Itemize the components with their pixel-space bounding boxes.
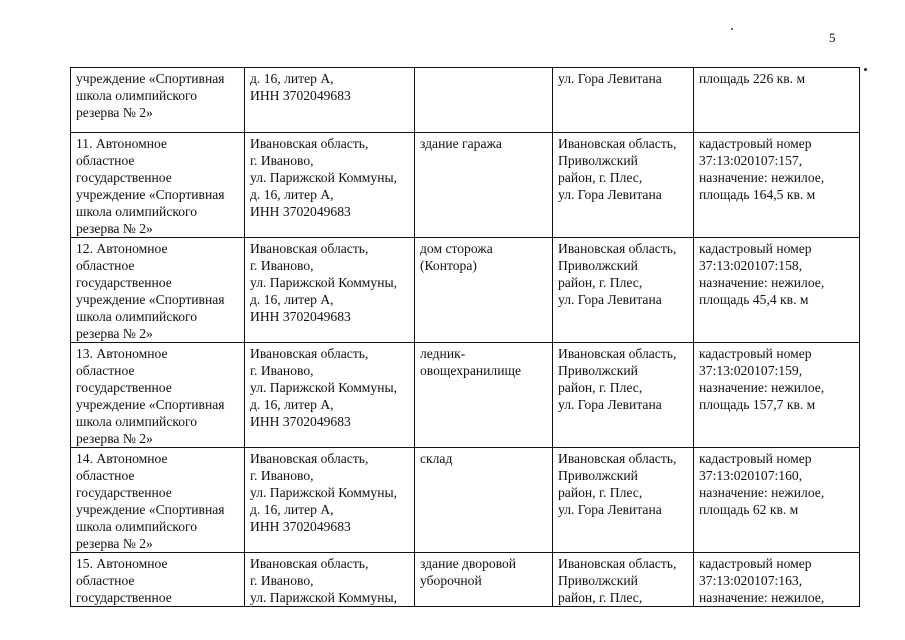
owner-address-cell xyxy=(245,343,415,448)
cell-line: резерва № 2» xyxy=(76,105,153,120)
cell-line: 37:13:020107:157, xyxy=(699,153,803,168)
cell-line: г. Иваново, xyxy=(250,363,314,378)
cell-line: Ивановская область, xyxy=(250,451,369,466)
cell-line: ул. Гора Левитана xyxy=(558,397,662,412)
cell-line: Ивановская область, xyxy=(558,556,677,571)
owner-cell xyxy=(71,448,245,553)
object-address-cell xyxy=(553,133,694,238)
cell-line: областное xyxy=(76,258,135,273)
cell-line: район, г. Плес, xyxy=(558,590,643,605)
owner-cell xyxy=(71,553,245,607)
cell-line: ИНН 3702049683 xyxy=(250,414,351,429)
table-row xyxy=(71,553,860,607)
cell-line: Ивановская область, xyxy=(250,241,369,256)
cell-line: областное xyxy=(76,153,135,168)
table-row xyxy=(71,343,860,448)
cell-line: государственное xyxy=(76,590,172,605)
cell-line: областное xyxy=(76,363,135,378)
cell-line: ул. Гора Левитана xyxy=(558,502,662,517)
cell-line: школа олимпийского xyxy=(76,88,198,103)
cell-line: школа олимпийского xyxy=(76,519,198,534)
cell-line: Приволжский xyxy=(558,258,638,273)
owner-address-cell xyxy=(245,238,415,343)
cell-line: учреждение «Спортивная xyxy=(76,397,225,412)
cell-line: назначение: нежилое, xyxy=(699,590,825,605)
scan-speck xyxy=(731,28,733,30)
cell-line: г. Иваново, xyxy=(250,153,314,168)
cell-line: уборочной xyxy=(420,573,482,588)
object-name-cell xyxy=(415,553,553,607)
cell-line: площадь 62 кв. м xyxy=(699,502,799,517)
cell-line: ул. Парижской Коммуны, xyxy=(250,590,398,605)
cell-line: г. Иваново, xyxy=(250,468,314,483)
cell-line: ул. Гора Левитана xyxy=(558,187,662,202)
cell-line: Приволжский xyxy=(558,363,638,378)
cell-line: 37:13:020107:158, xyxy=(699,258,803,273)
cell-line: Ивановская область, xyxy=(558,136,677,151)
owner-cell xyxy=(71,238,245,343)
table-row xyxy=(71,133,860,238)
cell-line: резерва № 2» xyxy=(76,326,153,341)
cell-line: Ивановская область, xyxy=(558,241,677,256)
cell-line: Приволжский xyxy=(558,573,638,588)
table-row xyxy=(71,68,860,133)
cell-line: ИНН 3702049683 xyxy=(250,204,351,219)
owner-address-cell xyxy=(245,553,415,607)
cell-line: ИНН 3702049683 xyxy=(250,519,351,534)
cell-line: д. 16, литер А, xyxy=(250,397,334,412)
property-table xyxy=(70,67,860,607)
cell-line: назначение: нежилое, xyxy=(699,485,825,500)
cell-line: государственное xyxy=(76,485,172,500)
cell-line: район, г. Плес, xyxy=(558,170,643,185)
cell-line: 37:13:020107:163, xyxy=(699,573,803,588)
cell-line: школа олимпийского xyxy=(76,204,198,219)
cell-line: кадастровый номер xyxy=(699,136,812,151)
object-name-cell xyxy=(415,448,553,553)
cell-line: ул. Гора Левитана xyxy=(558,71,662,86)
object-address-cell xyxy=(553,68,694,133)
cell-line: 14. Автономное xyxy=(76,451,168,466)
cell-line: государственное xyxy=(76,275,172,290)
cell-line: государственное xyxy=(76,170,172,185)
object-address-cell xyxy=(553,448,694,553)
cell-line: ИНН 3702049683 xyxy=(250,309,351,324)
cell-line: г. Иваново, xyxy=(250,258,314,273)
cell-line: школа олимпийского xyxy=(76,414,198,429)
cell-line: (Контора) xyxy=(420,258,477,273)
cell-line: д. 16, литер А, xyxy=(250,187,334,202)
object-address-cell xyxy=(553,553,694,607)
owner-cell xyxy=(71,343,245,448)
object-name-cell xyxy=(415,133,553,238)
cell-line: резерва № 2» xyxy=(76,221,153,236)
cell-line: Ивановская область, xyxy=(250,556,369,571)
cell-line: учреждение «Спортивная xyxy=(76,292,225,307)
cell-line: школа олимпийского xyxy=(76,309,198,324)
characteristics-cell xyxy=(694,553,860,607)
cell-line: 12. Автономное xyxy=(76,241,168,256)
cell-line: дом сторожа xyxy=(420,241,493,256)
characteristics-cell xyxy=(694,238,860,343)
cell-line: кадастровый номер xyxy=(699,451,812,466)
owner-address-cell xyxy=(245,133,415,238)
cell-line: г. Иваново, xyxy=(250,573,314,588)
cell-line: областное xyxy=(76,573,135,588)
cell-line: площадь 226 кв. м xyxy=(699,71,806,86)
cell-line: ул. Парижской Коммуны, xyxy=(250,485,398,500)
cell-line: район, г. Плес, xyxy=(558,275,643,290)
cell-line: ИНН 3702049683 xyxy=(250,88,351,103)
cell-line: здание дворовой xyxy=(420,556,517,571)
cell-line: д. 16, литер А, xyxy=(250,292,334,307)
object-name-cell xyxy=(415,343,553,448)
table-row xyxy=(71,448,860,553)
cell-line: Ивановская область, xyxy=(250,136,369,151)
cell-line: Ивановская область, xyxy=(558,346,677,361)
cell-line: ул. Гора Левитана xyxy=(558,292,662,307)
cell-line: ул. Парижской Коммуны, xyxy=(250,275,398,290)
owner-cell xyxy=(71,133,245,238)
cell-line: район, г. Плес, xyxy=(558,485,643,500)
characteristics-cell xyxy=(694,68,860,133)
cell-line: ул. Парижской Коммуны, xyxy=(250,380,398,395)
owner-address-cell xyxy=(245,448,415,553)
cell-line: учреждение «Спортивная xyxy=(76,187,225,202)
cell-line: резерва № 2» xyxy=(76,536,153,551)
cell-line: район, г. Плес, xyxy=(558,380,643,395)
cell-line: назначение: нежилое, xyxy=(699,380,825,395)
cell-line: овощехранилище xyxy=(420,363,521,378)
cell-line: склад xyxy=(420,451,453,466)
cell-line: кадастровый номер xyxy=(699,556,812,571)
cell-line: ледник- xyxy=(420,346,466,361)
cell-line: д. 16, литер А, xyxy=(250,502,334,517)
object-name-cell xyxy=(415,68,553,133)
cell-line: 37:13:020107:160, xyxy=(699,468,803,483)
cell-line: площадь 45,4 кв. м xyxy=(699,292,809,307)
cell-line: назначение: нежилое, xyxy=(699,275,825,290)
characteristics-cell xyxy=(694,343,860,448)
scan-dot xyxy=(864,68,867,71)
owner-cell xyxy=(71,68,245,133)
cell-line: кадастровый номер xyxy=(699,241,812,256)
cell-line: Приволжский xyxy=(558,153,638,168)
page-number: 5 xyxy=(829,30,836,45)
cell-line: назначение: нежилое, xyxy=(699,170,825,185)
object-address-cell xyxy=(553,343,694,448)
cell-line: областное xyxy=(76,468,135,483)
cell-line: 11. Автономное xyxy=(76,136,168,151)
cell-line: площадь 157,7 кв. м xyxy=(699,397,816,412)
cell-line: учреждение «Спортивная xyxy=(76,502,225,517)
cell-line: 37:13:020107:159, xyxy=(699,363,803,378)
cell-line: д. 16, литер А, xyxy=(250,71,334,86)
characteristics-cell xyxy=(694,133,860,238)
cell-line: учреждение «Спортивная xyxy=(76,71,225,86)
object-address-cell xyxy=(553,238,694,343)
cell-line: ул. Парижской Коммуны, xyxy=(250,170,398,185)
cell-line: 15. Автономное xyxy=(76,556,168,571)
cell-line: резерва № 2» xyxy=(76,431,153,446)
cell-line: площадь 164,5 кв. м xyxy=(699,187,816,202)
cell-line: Приволжский xyxy=(558,468,638,483)
cell-line: здание гаража xyxy=(420,136,502,151)
table-row xyxy=(71,238,860,343)
characteristics-cell xyxy=(694,448,860,553)
object-name-cell xyxy=(415,238,553,343)
cell-line: кадастровый номер xyxy=(699,346,812,361)
cell-line: государственное xyxy=(76,380,172,395)
cell-line: Ивановская область, xyxy=(558,451,677,466)
property-table-body xyxy=(71,68,860,607)
owner-address-cell xyxy=(245,68,415,133)
cell-line: Ивановская область, xyxy=(250,346,369,361)
cell-line: 13. Автономное xyxy=(76,346,168,361)
